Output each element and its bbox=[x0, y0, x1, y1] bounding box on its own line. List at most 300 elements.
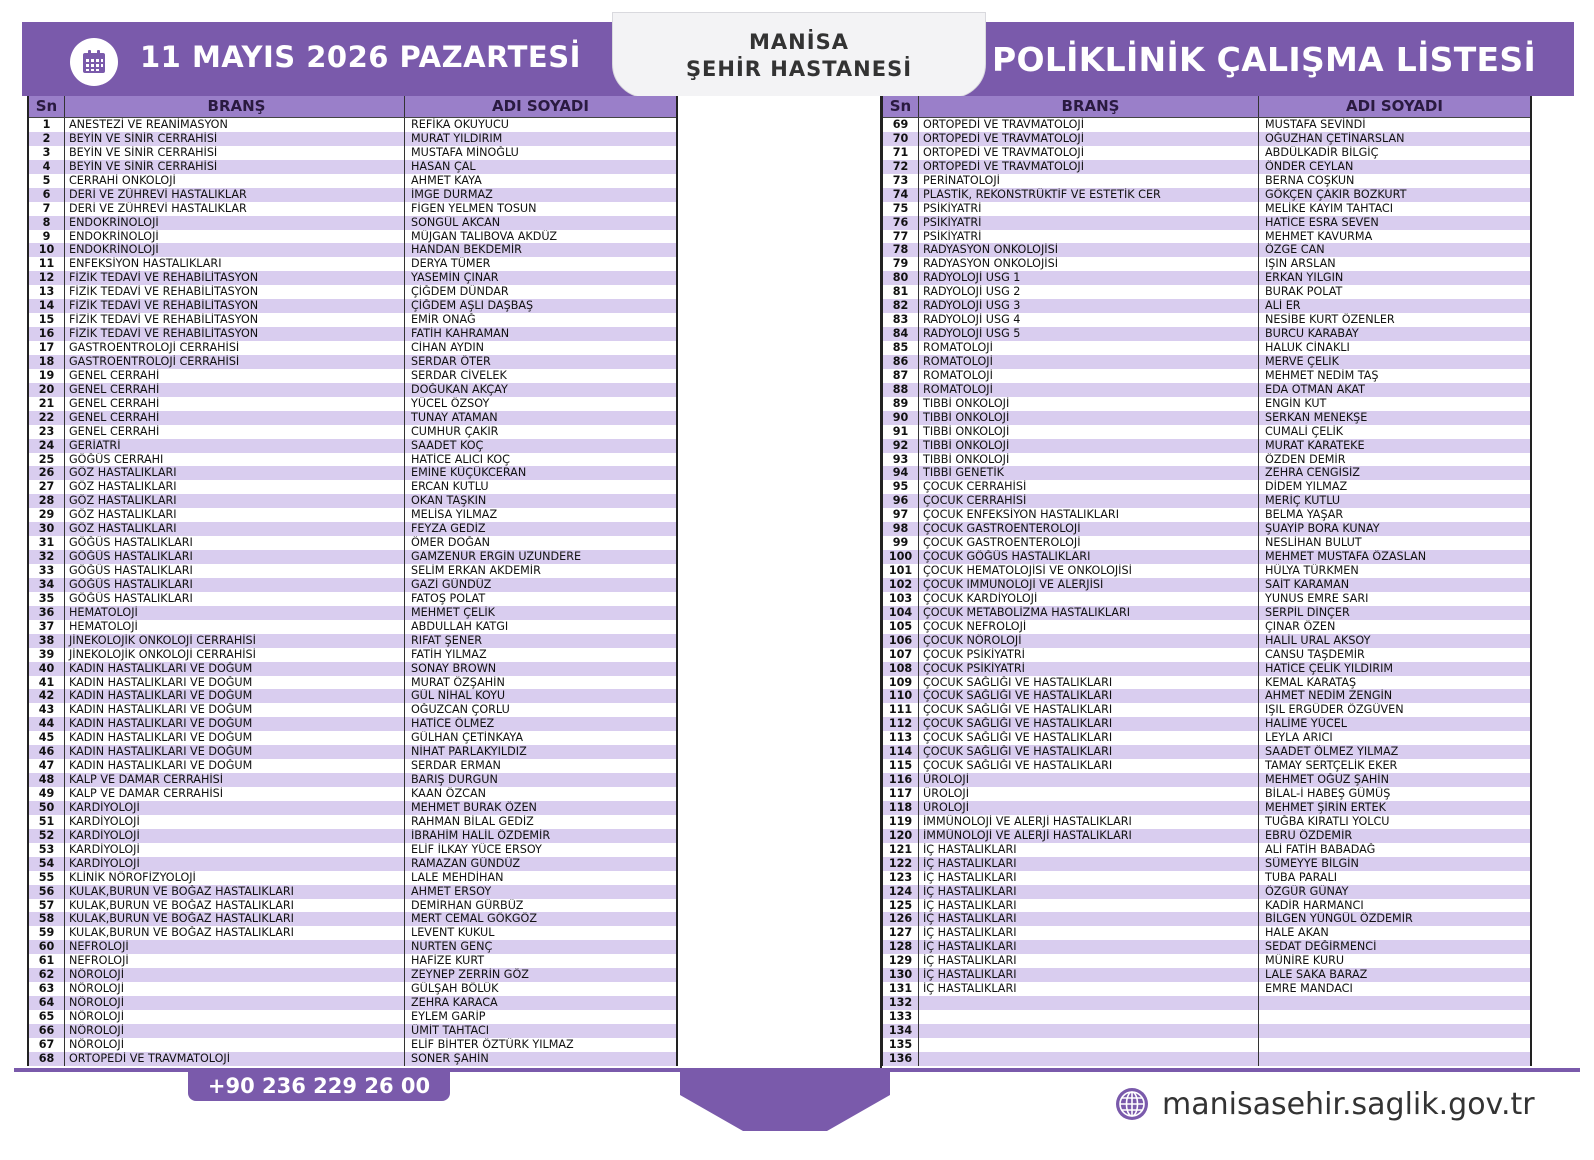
table-row bbox=[29, 508, 676, 522]
table-row bbox=[29, 257, 676, 271]
branch-name: GÖZ HASTALIKLARI bbox=[65, 494, 405, 508]
row-number: 105 bbox=[883, 620, 919, 634]
row-number: 59 bbox=[29, 926, 65, 940]
table-row bbox=[883, 1024, 1530, 1038]
page-title: POLİKLİNİK ÇALIŞMA LİSTESİ bbox=[992, 40, 1537, 79]
website-link[interactable]: manisasehir.saglik.gov.tr bbox=[1162, 1087, 1535, 1122]
branch-name: ÇOCUK GASTROENTEROLOJİ bbox=[919, 522, 1259, 536]
doctor-name: FATİH YILMAZ bbox=[411, 647, 487, 661]
doctor-name: BELMA YAŞAR bbox=[1265, 508, 1344, 522]
blank-column bbox=[678, 96, 882, 1068]
branch-name: KADIN HASTALIKLARI VE DOĞUM bbox=[65, 676, 405, 690]
table-row bbox=[29, 397, 676, 411]
doctor-name: YASEMİN ÇINAR bbox=[411, 271, 499, 285]
table-row bbox=[29, 592, 676, 606]
doctor-name: ÖZDEN DEMİR bbox=[1265, 452, 1346, 466]
table-row bbox=[29, 689, 676, 703]
doctor-name: BİLAL-İ HABEŞ GÜMÜŞ bbox=[1265, 787, 1391, 800]
branch-name: ÇOCUK PSİKİYATRİ bbox=[919, 662, 1259, 676]
table-row bbox=[29, 230, 676, 244]
doctor-name: HATİCE ÇELİK YILDIRIM bbox=[1265, 661, 1394, 675]
table-row bbox=[29, 285, 676, 299]
branch-name: DERİ VE ZÜHREVİ HASTALIKLAR bbox=[65, 188, 405, 202]
row-number: 3 bbox=[29, 146, 65, 160]
row-number: 41 bbox=[29, 676, 65, 690]
table-row bbox=[883, 968, 1530, 982]
branch-name bbox=[919, 1024, 1259, 1038]
table-row bbox=[883, 912, 1530, 926]
branch-name: GASTROENTROLOJİ CERRAHİSİ bbox=[65, 341, 405, 355]
row-number: 82 bbox=[883, 299, 919, 313]
table-row bbox=[883, 285, 1530, 299]
column-header-adi-soyadi: ADI SOYADI bbox=[492, 97, 589, 115]
doctor-name: AHMET NEDİM ZENGİN bbox=[1265, 689, 1393, 703]
doctor-name: ABDÜLKADİR BİLGİÇ bbox=[1265, 145, 1379, 159]
doctor-name: MELİKE KAYIM TAHTACI bbox=[1265, 201, 1394, 215]
row-number: 88 bbox=[883, 383, 919, 397]
row-number: 14 bbox=[29, 299, 65, 313]
calendar-icon bbox=[70, 38, 118, 86]
right-table-body bbox=[883, 118, 1530, 1066]
row-number: 25 bbox=[29, 453, 65, 467]
table-row bbox=[883, 634, 1530, 648]
hospital-name-line1: MANİSA bbox=[749, 30, 849, 54]
branch-name: KULAK,BURUN VE BOĞAZ HASTALIKLARI bbox=[65, 885, 405, 899]
row-number: 69 bbox=[883, 118, 919, 132]
hospital-name-line2: ŞEHİR HASTANESİ bbox=[685, 57, 913, 81]
row-number: 102 bbox=[883, 578, 919, 592]
table-row bbox=[883, 801, 1530, 815]
doctor-name: CANSU TAŞDEMİR bbox=[1265, 647, 1365, 661]
doctor-name: EDA OTMAN AKAT bbox=[1265, 382, 1365, 396]
table-row bbox=[883, 871, 1530, 885]
row-number: 101 bbox=[883, 564, 919, 578]
row-number: 100 bbox=[883, 550, 919, 564]
row-number: 39 bbox=[29, 648, 65, 662]
table-row bbox=[883, 885, 1530, 899]
branch-name: RADYOLOJİ USG 4 bbox=[919, 313, 1259, 327]
doctor-name: MURAT ÖZŞAHİN bbox=[411, 675, 505, 689]
table-row bbox=[29, 355, 676, 369]
row-number: 121 bbox=[883, 843, 919, 857]
row-number: 37 bbox=[29, 620, 65, 634]
table-row bbox=[29, 1052, 676, 1066]
table-row bbox=[883, 620, 1530, 634]
branch-name: İÇ HASTALIKLARI bbox=[919, 843, 1259, 857]
branch-name: KLİNİK NÖROFİZYOLOJİ bbox=[65, 871, 405, 885]
table-row bbox=[883, 146, 1530, 160]
table-row bbox=[29, 843, 676, 857]
branch-name: NEFROLOJİ bbox=[65, 954, 405, 968]
table-row bbox=[883, 1010, 1530, 1024]
row-number: 91 bbox=[883, 425, 919, 439]
row-number: 122 bbox=[883, 857, 919, 871]
table-row bbox=[29, 996, 676, 1010]
doctor-name: GÜL NİHAL KOYU bbox=[411, 689, 506, 703]
doctor-name: AHMET ERSOY bbox=[411, 884, 492, 898]
doctor-name: SONER ŞAHİN bbox=[411, 1051, 489, 1065]
doctor-name: KADİR HARMANCI bbox=[1265, 898, 1364, 912]
column-header-sn: Sn bbox=[29, 96, 65, 117]
row-number: 60 bbox=[29, 940, 65, 954]
row-number: 12 bbox=[29, 271, 65, 285]
branch-name: ÜROLOJİ bbox=[919, 801, 1259, 815]
doctor-name: SELİM ERKAN AKDEMİR bbox=[411, 564, 541, 577]
doctor-name: MÜJGAN TALIBOVA AKDÜZ bbox=[411, 229, 558, 243]
branch-name: NÖROLOJİ bbox=[65, 1038, 405, 1052]
doctor-name: BERNA COŞKUN bbox=[1265, 173, 1355, 187]
row-number: 11 bbox=[29, 257, 65, 271]
table-row bbox=[29, 717, 676, 731]
table-row bbox=[29, 745, 676, 759]
row-number: 15 bbox=[29, 313, 65, 327]
row-number: 109 bbox=[883, 676, 919, 690]
branch-name: GÖZ HASTALIKLARI bbox=[65, 480, 405, 494]
branch-name: ORTOPEDİ VE TRAVMATOLOJİ bbox=[65, 1052, 405, 1066]
doctor-name: OĞUZCAN ÇORLU bbox=[411, 703, 510, 717]
row-number: 119 bbox=[883, 815, 919, 829]
branch-name: KALP VE DAMAR CERRAHİSİ bbox=[65, 773, 405, 787]
row-number: 72 bbox=[883, 160, 919, 174]
table-row bbox=[883, 940, 1530, 954]
branch-name: RADYASYON ONKOLOJİSİ bbox=[919, 257, 1259, 271]
table-row bbox=[883, 578, 1530, 592]
doctor-name: ÖZGÜR GÜNAY bbox=[1265, 884, 1349, 898]
doctor-name: SÜMEYYE BİLGİN bbox=[1265, 856, 1359, 870]
doctor-name: ÖNDER CEYLAN bbox=[1265, 159, 1354, 173]
branch-name: ÇOCUK NEFROLOJİ bbox=[919, 620, 1259, 634]
doctor-name: YUNUS EMRE SARI bbox=[1265, 591, 1369, 605]
branch-name: ÇOCUK SAĞLIĞI VE HASTALIKLARI bbox=[919, 745, 1259, 759]
doctor-name: SERKAN MENEKŞE bbox=[1265, 410, 1368, 424]
doctor-name: SONAY BROWN bbox=[411, 661, 497, 675]
doctor-name: ZEHRA KARACA bbox=[411, 996, 498, 1010]
branch-name: KARDİYOLOJİ bbox=[65, 829, 405, 843]
doctor-name: SERDAR ERMAN bbox=[411, 759, 501, 773]
branch-name: GASTROENTROLOJİ CERRAHİSİ bbox=[65, 355, 405, 369]
branch-name: JİNEKOLOJİK ONKOLOJİ CERRAHİSİ bbox=[65, 634, 405, 648]
row-number: 75 bbox=[883, 202, 919, 216]
table-row bbox=[883, 843, 1530, 857]
table-row bbox=[29, 174, 676, 188]
row-number: 61 bbox=[29, 954, 65, 968]
branch-name: FİZİK TEDAVİ VE REHABİLİTASYON bbox=[65, 285, 405, 299]
doctor-name: IŞIL ERGÜDER ÖZGÜVEN bbox=[1265, 703, 1404, 717]
table-row bbox=[29, 912, 676, 926]
doctor-name: TUĞBA KIRATLI YOLCU bbox=[1265, 814, 1390, 828]
branch-name: FİZİK TEDAVİ VE REHABİLİTASYON bbox=[65, 327, 405, 341]
table-row bbox=[29, 829, 676, 843]
doctor-name: OĞUZHAN ÇETİNARSLAN bbox=[1265, 131, 1405, 145]
row-number: 90 bbox=[883, 411, 919, 425]
table-row bbox=[883, 745, 1530, 759]
doctor-name: ŞUAYİP BORA KUNAY bbox=[1265, 522, 1380, 536]
row-number: 128 bbox=[883, 940, 919, 954]
doctor-name: IŞIN ARSLAN bbox=[1265, 257, 1336, 271]
row-number: 136 bbox=[883, 1052, 919, 1066]
doctor-name: HALE AKAN bbox=[1265, 926, 1329, 940]
branch-name: ENDOKRİNOLOJİ bbox=[65, 243, 405, 257]
row-number: 80 bbox=[883, 271, 919, 285]
doctor-name: CUMALİ ÇELİK bbox=[1265, 424, 1344, 438]
branch-name: TIBBİ ONKOLOJİ bbox=[919, 453, 1259, 467]
row-number: 79 bbox=[883, 257, 919, 271]
row-number: 111 bbox=[883, 703, 919, 717]
table-row bbox=[29, 885, 676, 899]
table-row bbox=[883, 996, 1530, 1010]
row-number: 124 bbox=[883, 885, 919, 899]
row-number: 19 bbox=[29, 369, 65, 383]
row-number: 71 bbox=[883, 146, 919, 160]
branch-name bbox=[919, 1010, 1259, 1024]
row-number: 86 bbox=[883, 355, 919, 369]
doctor-name: HASAN ÇAL bbox=[411, 159, 476, 173]
doctor-name: MURAT YILDIRIM bbox=[411, 131, 503, 145]
branch-name: ÇOCUK PSİKİYATRİ bbox=[919, 648, 1259, 662]
left-table-body bbox=[29, 118, 676, 1066]
column-header-sn: Sn bbox=[883, 96, 919, 117]
doctor-name: HÜLYA TÜRKMEN bbox=[1265, 564, 1359, 577]
doctor-name: HALİME YÜCEL bbox=[1265, 717, 1348, 731]
doctor-name: BURAK POLAT bbox=[1265, 285, 1343, 299]
branch-name: ÇOCUK CERRAHİSİ bbox=[919, 480, 1259, 494]
branch-name: KADIN HASTALIKLARI VE DOĞUM bbox=[65, 731, 405, 745]
row-number: 116 bbox=[883, 773, 919, 787]
table-row bbox=[883, 480, 1530, 494]
table-row bbox=[883, 982, 1530, 996]
row-number: 132 bbox=[883, 996, 919, 1010]
doctor-name: ÖMER DOĞAN bbox=[411, 536, 490, 550]
doctor-name: GAMZENUR ERGİN UZUNDERE bbox=[411, 550, 582, 564]
branch-name: İMMÜNOLOJİ VE ALERJİ HASTALIKLARI bbox=[919, 815, 1259, 829]
branch-name: İÇ HASTALIKLARI bbox=[919, 926, 1259, 940]
doctor-name: SERPİL DİNÇER bbox=[1265, 605, 1350, 619]
doctor-name: MEHMET NEDİM TAŞ bbox=[1265, 368, 1379, 382]
table-row bbox=[29, 146, 676, 160]
branch-name: ORTOPEDİ VE TRAVMATOLOJİ bbox=[919, 132, 1259, 146]
doctor-name: FİGEN YELMEN TOSUN bbox=[411, 201, 537, 215]
doctor-name: MUSTAFA MİNOĞLU bbox=[411, 145, 519, 159]
table-row bbox=[29, 1038, 676, 1052]
doctor-name bbox=[1259, 1024, 1530, 1038]
table-row bbox=[29, 383, 676, 397]
doctor-name: NESLİHAN BULUT bbox=[1265, 536, 1362, 550]
branch-name: GÖĞÜS HASTALIKLARI bbox=[65, 564, 405, 578]
branch-name: GÖZ HASTALIKLARI bbox=[65, 466, 405, 480]
branch-name: KULAK,BURUN VE BOĞAZ HASTALIKLARI bbox=[65, 926, 405, 940]
branch-name: GÖZ HASTALIKLARI bbox=[65, 508, 405, 522]
doctor-name bbox=[1259, 1038, 1530, 1052]
branch-name: ROMATOLOJİ bbox=[919, 383, 1259, 397]
doctor-name: CİHAN AYDIN bbox=[411, 341, 485, 354]
table-row bbox=[883, 453, 1530, 467]
row-number: 63 bbox=[29, 982, 65, 996]
hospital-name-box bbox=[612, 12, 986, 98]
row-number: 89 bbox=[883, 397, 919, 411]
doctor-name: KAAN ÖZCAN bbox=[411, 787, 486, 800]
doctor-name: MURAT KARATEKE bbox=[1265, 438, 1365, 452]
branch-name: GENEL CERRAHİ bbox=[65, 411, 405, 425]
branch-name: ENFEKSİYON HASTALIKLARI bbox=[65, 257, 405, 271]
branch-name: TIBBİ ONKOLOJİ bbox=[919, 439, 1259, 453]
row-number: 18 bbox=[29, 355, 65, 369]
branch-name: BEYİN VE SİNİR CERRAHİSİ bbox=[65, 132, 405, 146]
table-row bbox=[883, 466, 1530, 480]
table-row bbox=[29, 550, 676, 564]
branch-name: İÇ HASTALIKLARI bbox=[919, 954, 1259, 968]
branch-name: İÇ HASTALIKLARI bbox=[919, 982, 1259, 996]
row-number: 32 bbox=[29, 550, 65, 564]
doctor-name: CUMHUR ÇAKIR bbox=[411, 424, 499, 438]
left-table bbox=[27, 96, 678, 1066]
doctor-name: KEMAL KARATAŞ bbox=[1265, 675, 1357, 689]
doctor-name: DEMİRHAN GÜRBÜZ bbox=[411, 898, 524, 912]
doctor-name: ELİF İLKAY YÜCE ERSOY bbox=[411, 842, 542, 856]
doctor-name: REFİKA OKUYUCU bbox=[411, 118, 509, 131]
row-number: 97 bbox=[883, 508, 919, 522]
branch-name: GERİATRİ bbox=[65, 439, 405, 453]
table-row bbox=[29, 132, 676, 146]
branch-name: GÖĞÜS HASTALIKLARI bbox=[65, 592, 405, 606]
table-row bbox=[883, 676, 1530, 690]
doctor-name: MEHMET KAVURMA bbox=[1265, 229, 1373, 243]
row-number: 38 bbox=[29, 634, 65, 648]
doctor-name: GÜLŞAH BÖLÜK bbox=[411, 982, 499, 996]
row-number: 51 bbox=[29, 815, 65, 829]
table-row bbox=[883, 787, 1530, 801]
doctor-name: SAADET ÖLMEZ YILMAZ bbox=[1265, 745, 1399, 759]
row-number: 129 bbox=[883, 954, 919, 968]
doctor-name: LEVENT KUKUL bbox=[411, 926, 495, 940]
branch-name: İÇ HASTALIKLARI bbox=[919, 968, 1259, 982]
branch-name: ORTOPEDİ VE TRAVMATOLOJİ bbox=[919, 160, 1259, 174]
column-header-brans: BRANŞ bbox=[919, 96, 1259, 117]
row-number: 6 bbox=[29, 188, 65, 202]
branch-name: KULAK,BURUN VE BOĞAZ HASTALIKLARI bbox=[65, 912, 405, 926]
doctor-name: ÇİĞDEM DÜNDAR bbox=[411, 285, 509, 299]
doctor-name: MEHMET BURAK ÖZEN bbox=[411, 800, 537, 814]
right-table bbox=[881, 96, 1532, 1066]
doctor-name: ÇINAR ÖZEN bbox=[1265, 619, 1336, 633]
branch-name: FİZİK TEDAVİ VE REHABİLİTASYON bbox=[65, 313, 405, 327]
table-row bbox=[883, 536, 1530, 550]
row-number: 55 bbox=[29, 871, 65, 885]
branch-name: ENDOKRİNOLOJİ bbox=[65, 230, 405, 244]
table-row bbox=[883, 731, 1530, 745]
table-row bbox=[29, 1010, 676, 1024]
table-row bbox=[29, 466, 676, 480]
table-row bbox=[29, 480, 676, 494]
doctor-name: MERVE ÇELİK bbox=[1265, 354, 1339, 368]
table-row bbox=[29, 425, 676, 439]
left-table-header bbox=[29, 96, 676, 118]
doctor-name: FATİH KAHRAMAN bbox=[411, 327, 510, 341]
doctor-name: NESİBE KURT ÖZENLER bbox=[1265, 313, 1395, 327]
doctor-name: ERKAN YILGIN bbox=[1265, 271, 1344, 285]
table-row bbox=[29, 731, 676, 745]
table-row bbox=[29, 940, 676, 954]
doctor-name: EMİNE KÜÇÜKCERAN bbox=[411, 466, 527, 480]
branch-name: ÜROLOJİ bbox=[919, 773, 1259, 787]
table-row bbox=[883, 313, 1530, 327]
table-row bbox=[883, 550, 1530, 564]
row-number: 104 bbox=[883, 606, 919, 620]
doctor-name: TUBA PARALI bbox=[1265, 870, 1338, 884]
branch-name: NÖROLOJİ bbox=[65, 1024, 405, 1038]
table-row bbox=[883, 717, 1530, 731]
row-number: 87 bbox=[883, 369, 919, 383]
column-header-adi-soyadi: ADI SOYADI bbox=[1346, 97, 1443, 115]
doctor-name: ERCAN KUTLU bbox=[411, 480, 489, 494]
right-table-header bbox=[883, 96, 1530, 118]
table-row bbox=[29, 982, 676, 996]
row-number: 81 bbox=[883, 285, 919, 299]
table-row bbox=[29, 899, 676, 913]
branch-name: İÇ HASTALIKLARI bbox=[919, 871, 1259, 885]
branch-name: PSİKİYATRİ bbox=[919, 202, 1259, 216]
row-number: 92 bbox=[883, 439, 919, 453]
row-number: 107 bbox=[883, 648, 919, 662]
row-number: 127 bbox=[883, 926, 919, 940]
doctor-name: SERDAR ÖTER bbox=[411, 354, 491, 368]
branch-name: ÇOCUK HEMATOLOJİSİ VE ONKOLOJİSİ bbox=[919, 564, 1259, 578]
doctor-name: SEDAT DEĞİRMENCİ bbox=[1265, 940, 1377, 954]
table-row bbox=[883, 216, 1530, 230]
branch-name: NÖROLOJİ bbox=[65, 1010, 405, 1024]
branch-name: ÇOCUK SAĞLIĞI VE HASTALIKLARI bbox=[919, 676, 1259, 690]
table-row bbox=[883, 662, 1530, 676]
branch-name: ORTOPEDİ VE TRAVMATOLOJİ bbox=[919, 146, 1259, 160]
table-row bbox=[29, 968, 676, 982]
doctor-name: ABDULLAH KATGI bbox=[411, 619, 509, 633]
doctor-name: EYLEM GARİP bbox=[411, 1010, 486, 1023]
table-row bbox=[883, 648, 1530, 662]
row-number: 30 bbox=[29, 522, 65, 536]
row-number: 40 bbox=[29, 662, 65, 676]
branch-name: ÇOCUK SAĞLIĞI VE HASTALIKLARI bbox=[919, 759, 1259, 773]
doctor-name: HALİL URAL AKSOY bbox=[1265, 633, 1371, 647]
doctor-name: ÖZGE CAN bbox=[1265, 243, 1325, 257]
doctor-name: MEHMET MUSTAFA ÖZASLAN bbox=[1265, 550, 1427, 564]
branch-name: İÇ HASTALIKLARI bbox=[919, 857, 1259, 871]
branch-name: KULAK,BURUN VE BOĞAZ HASTALIKLARI bbox=[65, 899, 405, 913]
branch-name: GENEL CERRAHİ bbox=[65, 383, 405, 397]
table-row bbox=[883, 494, 1530, 508]
table-row bbox=[29, 578, 676, 592]
doctor-name: ZEHRA CENGİSİZ bbox=[1265, 466, 1360, 480]
doctor-name: HATİCE ÖLMEZ bbox=[411, 717, 495, 731]
branch-name: GÖĞÜS HASTALIKLARI bbox=[65, 550, 405, 564]
table-row bbox=[883, 564, 1530, 578]
table-row bbox=[883, 202, 1530, 216]
table-row bbox=[29, 564, 676, 578]
branch-name: GENEL CERRAHİ bbox=[65, 369, 405, 383]
branch-name: ÇOCUK SAĞLIĞI VE HASTALIKLARI bbox=[919, 689, 1259, 703]
row-number: 67 bbox=[29, 1038, 65, 1052]
doctor-name: LEYLA ARICI bbox=[1265, 731, 1333, 745]
doctor-name: HAFİZE KURT bbox=[411, 954, 485, 968]
table-row bbox=[883, 439, 1530, 453]
row-number: 84 bbox=[883, 327, 919, 341]
doctor-name: MERT CEMAL GÖKGÖZ bbox=[411, 912, 537, 926]
row-number: 45 bbox=[29, 731, 65, 745]
branch-name: RADYOLOJİ USG 2 bbox=[919, 285, 1259, 299]
table-row bbox=[29, 369, 676, 383]
row-number: 34 bbox=[29, 578, 65, 592]
row-number: 96 bbox=[883, 494, 919, 508]
row-number: 65 bbox=[29, 1010, 65, 1024]
row-number: 78 bbox=[883, 243, 919, 257]
